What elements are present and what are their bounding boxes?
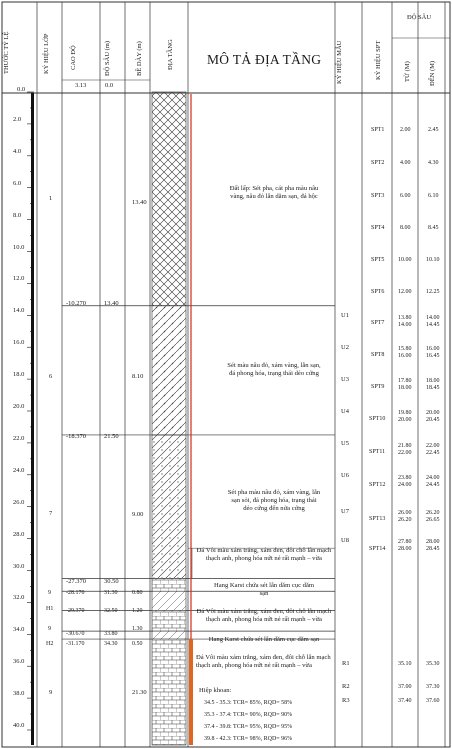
scale-tick-label: 34.0: [13, 626, 25, 634]
layer-depth: 34.30: [104, 641, 118, 647]
layer-thick: 9.00: [132, 511, 144, 518]
scale-tick-label: 14.0: [13, 307, 25, 315]
spt-code: SPT4: [371, 225, 385, 231]
spt-to: 18.45: [426, 385, 440, 391]
spt-to: 26.20: [426, 510, 440, 516]
strata-fill-limestone: [152, 578, 186, 591]
spt-code: SPT3: [371, 193, 385, 199]
scale-tick-label: 24.0: [13, 466, 25, 474]
elev-top: 3.13: [75, 82, 87, 89]
sample-code: R1: [342, 660, 350, 667]
spt-from: 20.00: [398, 417, 412, 423]
layer-description: Đá Vôi màu xám trắng, xám đen, đôi chỗ lẫn mạch thạch anh, phong hóa nứt nẻ rất mạnh – vừa: [196, 608, 332, 624]
spt-to: 10.10: [426, 257, 440, 263]
layer-description: Đá Vôi màu xám trắng, xám đen, đôi chỗ lẫn mạch thạch anh, phong hóa nứt nẻ rất mạnh – vừa: [196, 547, 332, 563]
hiep-khoan-line: 39.8 - 42.3: TCR= 98%, RQD= 96%: [204, 736, 293, 742]
strata-fill-limestone-base: [152, 639, 186, 745]
spt-code: SPT5: [371, 257, 385, 263]
spt-from: 26.00: [398, 510, 412, 516]
scale-top: 0.0: [17, 86, 26, 93]
spt-from: 18.00: [398, 385, 412, 391]
sample-code: U5: [341, 440, 349, 447]
sample-code: U1: [341, 312, 349, 319]
header-spt: KÝ HIỆU SPT: [375, 40, 382, 80]
hiep-khoan-label: Hiệp khoan:: [199, 687, 232, 694]
layer-depth: 30.50: [104, 578, 119, 585]
layer-id: 1: [49, 195, 53, 202]
spt-from: 12.00: [398, 289, 412, 295]
layer-id: 9: [48, 590, 51, 596]
spt-code: SPT14: [369, 546, 386, 552]
spt-to: 8.45: [428, 225, 439, 231]
sample-code: U6: [341, 472, 349, 479]
layer-id: 9: [48, 626, 51, 632]
sample-code: R2: [342, 683, 350, 690]
spt-code: SPT11: [369, 449, 386, 455]
scale-tick-label: 30.0: [13, 562, 25, 570]
layer-thick: 13.40: [132, 199, 147, 206]
scale-tick-label: 26.0: [13, 498, 25, 506]
layer-elev: -10.270: [66, 300, 87, 307]
scale-tick-label: 4.0: [13, 147, 22, 155]
header-sample: KÝ HIỆU MẪU: [336, 40, 343, 84]
spt-from: 21.80: [398, 443, 412, 449]
layer-depth: 31.30: [104, 590, 118, 596]
spt-to: 16.45: [426, 353, 440, 359]
strata-fill-karst-h1: [152, 591, 186, 610]
header-elev: CAO ĐỘ: [70, 45, 77, 70]
scale-tick-label: 20.0: [13, 403, 25, 410]
sample-code: U7: [341, 508, 349, 515]
layer-elev: -30.670: [66, 631, 85, 637]
layer-elev: -31.170: [66, 641, 85, 647]
spt-from: 13.80: [398, 315, 412, 321]
spt-to: 20.45: [426, 417, 440, 423]
spt-from: 22.00: [398, 450, 412, 456]
scale-tick-label: 16.0: [13, 339, 25, 347]
scale-tick-label: 32.0: [13, 594, 25, 602]
layer-depth: 33.80: [104, 631, 118, 637]
spt-from: 26.20: [398, 517, 412, 523]
spt-from: 4.00: [400, 160, 411, 166]
layer-thick: 0.50: [132, 641, 143, 647]
spt-to: 22.00: [426, 443, 440, 449]
hiep-khoan-line: 34.5 - 35.3: TCR= 85%, RQD= 58%: [204, 700, 293, 706]
header-depth-group: ĐỘ SÂU: [407, 14, 432, 21]
layer-depth: 21.50: [104, 433, 119, 440]
spt-to: 20.00: [426, 410, 440, 416]
layer-thick: 1.20: [132, 608, 143, 614]
spt-to: 4.30: [428, 160, 439, 166]
layer-depth: 32.50: [104, 608, 118, 614]
layer-id: 7: [49, 510, 53, 517]
scale-tick-label: 8.0: [13, 211, 22, 219]
spt-code: SPT12: [369, 482, 386, 488]
spt-to: 18.00: [426, 378, 440, 384]
sample-code: U4: [341, 408, 349, 415]
spt-code: SPT9: [371, 384, 385, 390]
spt-to: 26.65: [426, 517, 440, 523]
sample-code: R3: [342, 697, 350, 704]
core-barrel-bar: [189, 639, 193, 745]
spt-to: 24.00: [426, 475, 440, 481]
strata-fill-karst-h2: [152, 631, 186, 639]
sample-code: U8: [341, 537, 349, 544]
spt-code: SPT2: [371, 160, 385, 166]
layer-thick: 21.30: [132, 689, 147, 696]
layer-elev: -18.370: [66, 433, 87, 440]
layer-thick: 1.30: [132, 626, 143, 632]
header-strata: ĐỊA TẦNG: [167, 39, 174, 70]
spt-to: 16.00: [426, 346, 440, 352]
scale-tick-label: 38.0: [13, 690, 25, 698]
scale-ruler-bar: [31, 93, 34, 745]
layer-elev: -27.370: [66, 578, 87, 585]
layer-description: Đá Vôi màu xám trắng, xám đen, đôi chỗ lẫn mạch thạch anh, phong hóa nứt nẻ rất mạnh – vừa: [196, 654, 331, 670]
layer-description: Đất lấp: Sét pha, cát pha màu nâu vàng, nâu đỏ lẫn dăm sạn, đá hộc: [229, 185, 319, 201]
layer-description: Hang Karst chứa sét lẫn dăm cục dăm sạn: [213, 582, 315, 598]
spt-to: 2.45: [428, 127, 439, 133]
spt-from: 17.80: [398, 378, 412, 384]
spt-from: 15.80: [398, 346, 412, 352]
spt-code: SPT10: [369, 416, 386, 422]
spt-code: SPT7: [371, 320, 385, 326]
spt-to: 6.10: [428, 193, 439, 199]
spt-from: 19.80: [398, 410, 412, 416]
depth-top: 0.0: [105, 82, 114, 89]
layer-thick: 0.80: [132, 590, 143, 596]
layer-id: H1: [46, 606, 54, 612]
strata-fill-layer-1: [152, 92, 186, 306]
strata-fill-layer-6: [152, 306, 186, 435]
layer-depth: 13.40: [104, 300, 119, 307]
layer-thick: 8.10: [132, 373, 144, 380]
core-from: 35.10: [398, 661, 412, 667]
spt-from: 6.00: [400, 193, 411, 199]
spt-to: 12.25: [426, 289, 440, 295]
spt-from: 24.00: [398, 482, 412, 488]
spt-from: 14.00: [398, 322, 412, 328]
scale-tick-label: 12.0: [13, 275, 25, 283]
layer-elev: -28.170: [66, 590, 85, 596]
scale-tick-label: 2.0: [13, 115, 22, 123]
spt-to: 14.00: [426, 315, 440, 321]
strata-fill-layer-7: [152, 435, 186, 579]
strata-fill-limestone: [152, 610, 186, 631]
layer-description: Hang Karst chứa sét lẫn dăm cục dăm sạn: [208, 636, 320, 643]
spt-to: 28.00: [426, 539, 440, 545]
spt-from: 27.80: [398, 539, 412, 545]
scale-tick-label: 40.0: [13, 722, 25, 729]
core-to: 37.30: [426, 684, 440, 690]
spt-code: SPT13: [369, 516, 386, 522]
spt-to: 24.45: [426, 482, 440, 488]
layer-id: 6: [49, 373, 53, 380]
layer-elev: -29.370: [66, 608, 85, 614]
header-depth: ĐỘ SÂU (m): [104, 40, 111, 76]
spt-from: 8.00: [400, 225, 411, 231]
scale-tick-label: 18.0: [13, 371, 25, 379]
hiep-khoan-line: 37.4 - 39.8: TCR= 95%, RQD= 95%: [204, 724, 293, 730]
spt-code: SPT1: [371, 127, 385, 133]
page-title: MÔ TẢ ĐỊA TẦNG: [207, 52, 322, 67]
spt-to: 28.45: [426, 546, 440, 552]
layer-description: Sét pha màu nâu đỏ, xám vàng, lẫn sạn sỏi, đá phong hóa, trạng thái dẻo cứng đến nửa cứng: [227, 489, 321, 513]
sample-code: U3: [341, 376, 349, 383]
layer-description: Sét màu nâu đỏ, xám vàng, lẫn sạn, đá phong hóa, trạng thái dẻo cứng: [227, 362, 321, 378]
header-to: ĐẾN (M): [429, 60, 436, 86]
core-from: 37.40: [398, 698, 412, 704]
layer-id: H2: [46, 641, 54, 647]
scale-tick-label: 22.0: [13, 434, 25, 442]
layer-id: 9: [49, 689, 53, 696]
spt-code: SPT6: [371, 289, 385, 295]
core-from: 37.00: [398, 684, 412, 690]
core-to: 35.30: [426, 661, 440, 667]
spt-to: 14.45: [426, 322, 440, 328]
spt-from: 28.00: [398, 546, 412, 552]
header-from: TỪ (M): [404, 61, 411, 82]
scale-tick-label: 36.0: [13, 658, 25, 666]
core-to: 37.60: [426, 698, 440, 704]
spt-from: 23.80: [398, 475, 412, 481]
spt-code: SPT8: [371, 352, 385, 358]
spt-from: 10.00: [398, 257, 412, 263]
spt-from: 16.00: [398, 353, 412, 359]
sample-code: U2: [341, 344, 349, 351]
scale-tick-label: 10.0: [13, 243, 25, 251]
header-thick: BỀ DÀY (m): [136, 41, 143, 76]
spt-to: 22.45: [426, 450, 440, 456]
scale-tick-label: 28.0: [13, 530, 25, 538]
header-layer: KÝ HIỆU LỚP: [43, 33, 50, 74]
hiep-khoan-line: 35.3 - 37.4: TCR= 90%, RQD= 90%: [204, 712, 293, 718]
scale-tick-label: 6.0: [13, 179, 22, 187]
header-scale: THƯỚC TỶ LỆ: [3, 31, 10, 74]
spt-from: 2.00: [400, 127, 411, 133]
